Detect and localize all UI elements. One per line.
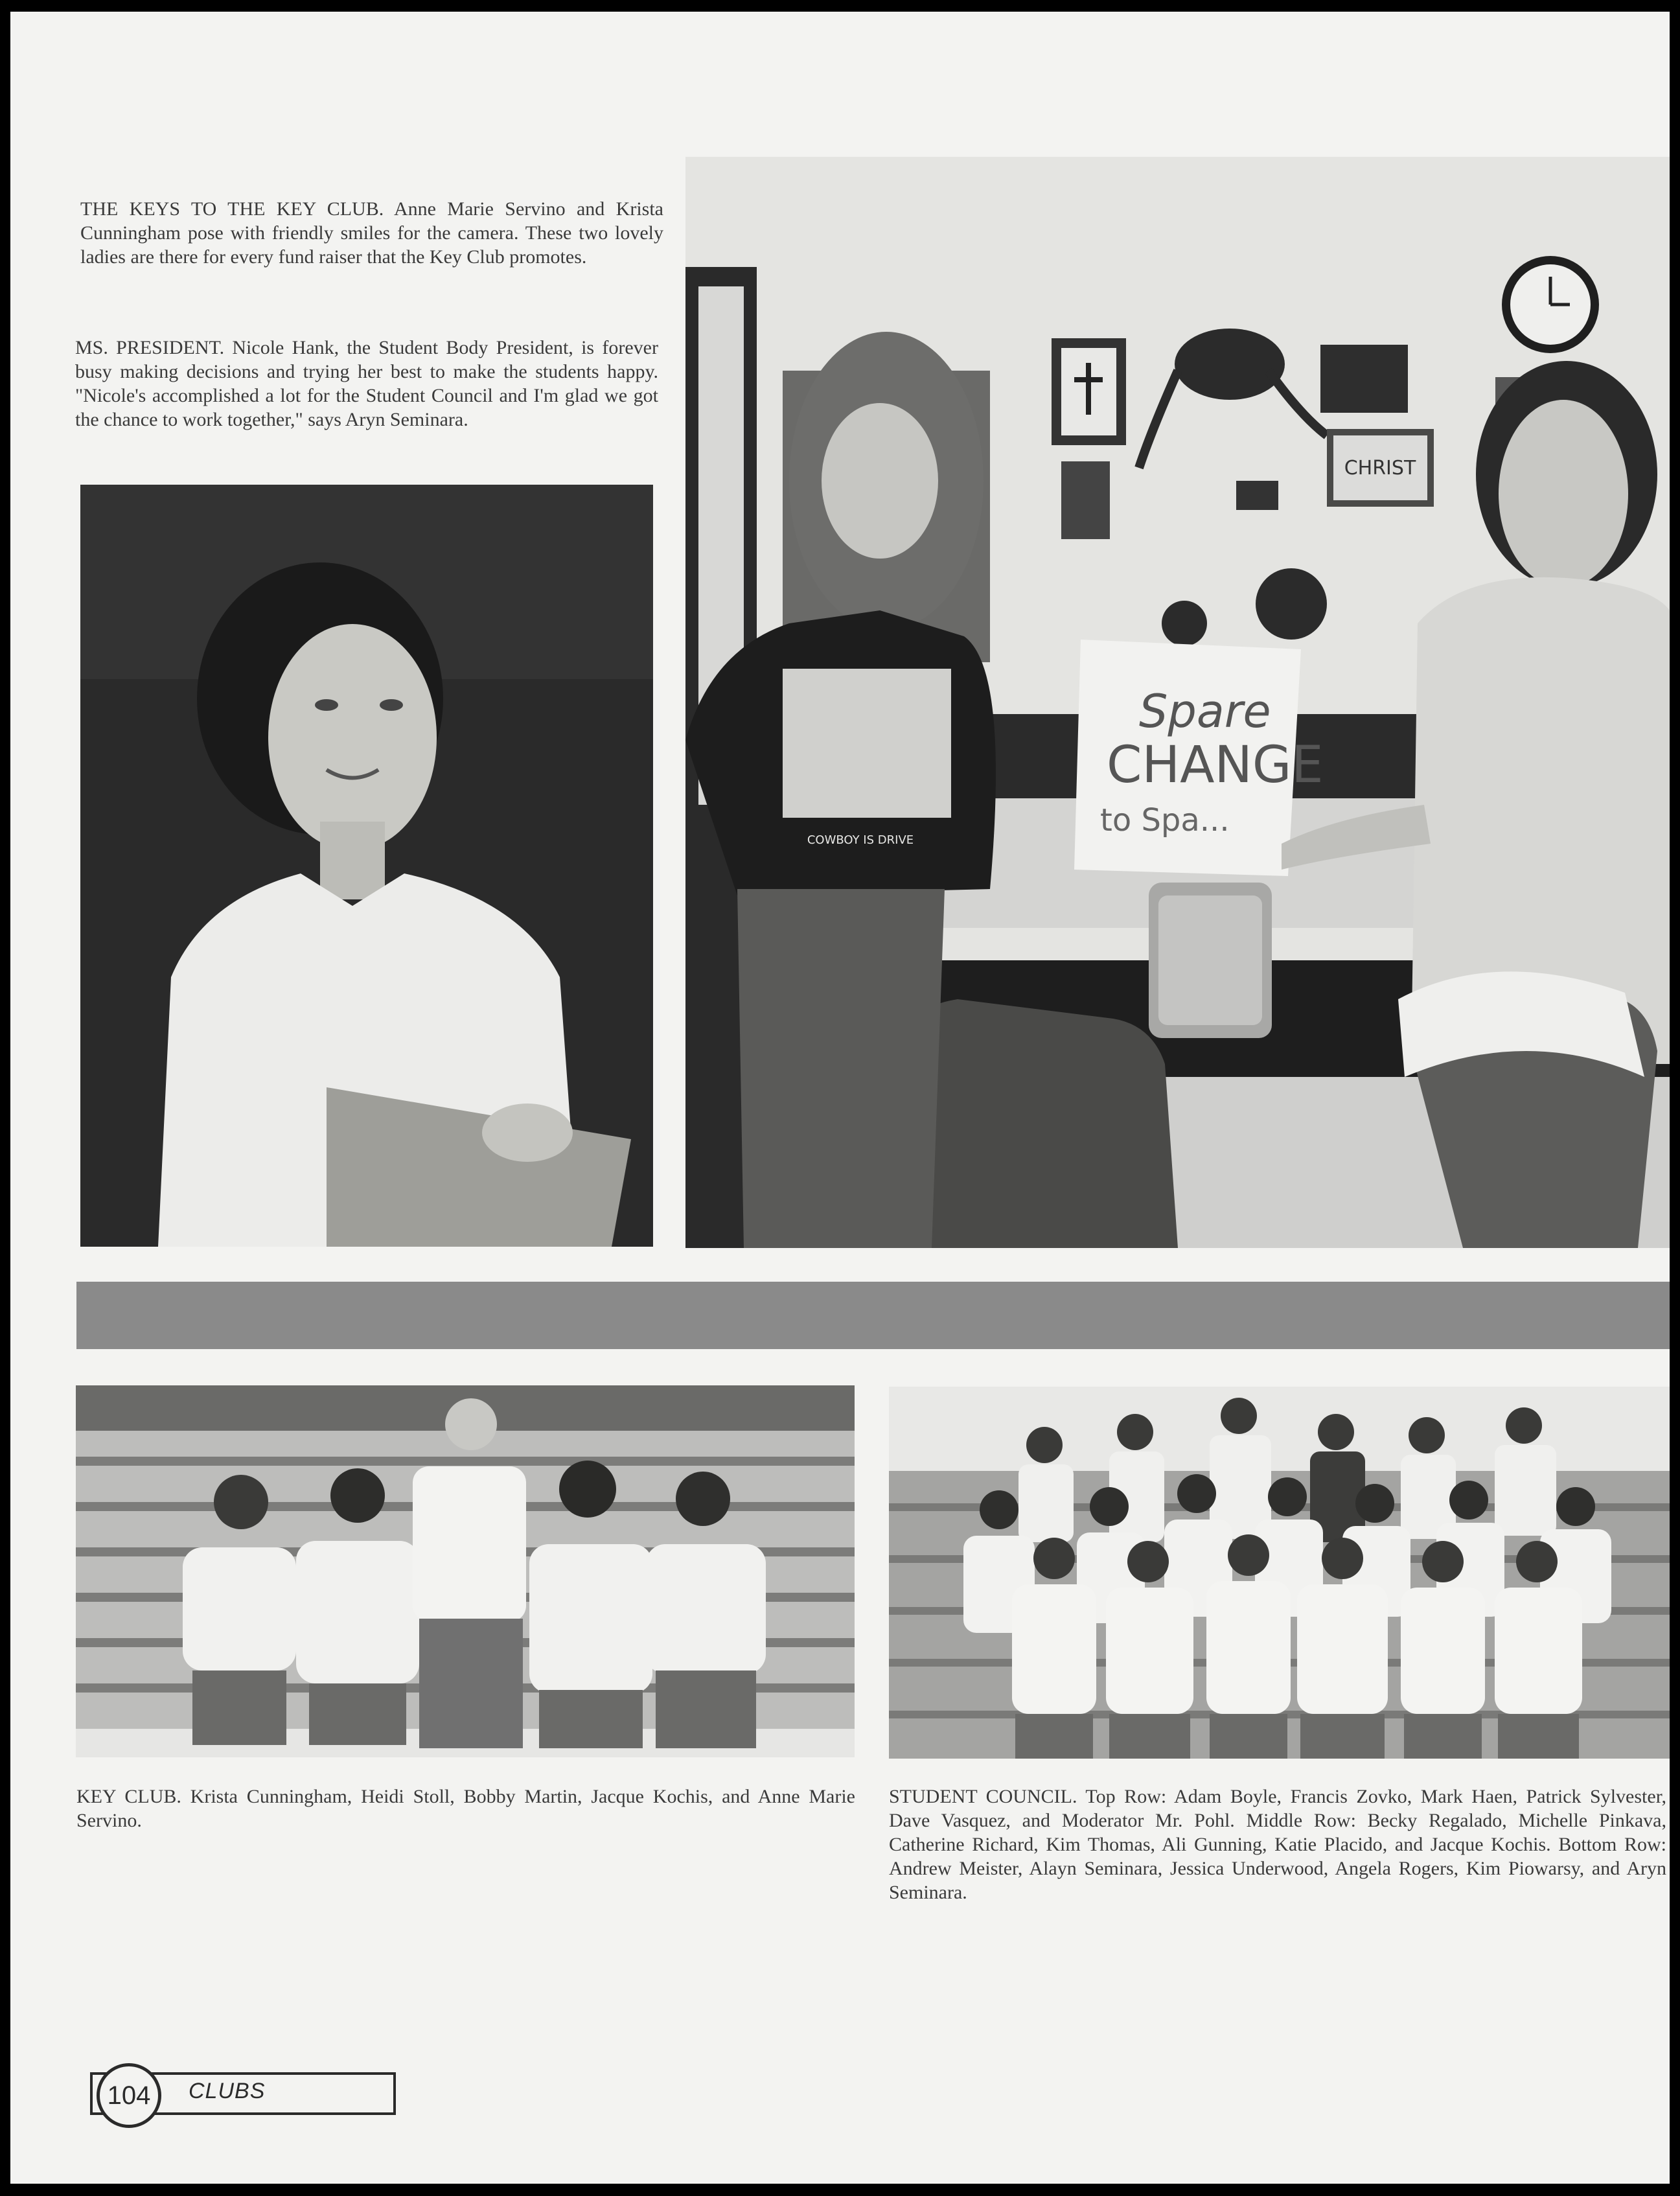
page-number: 104 bbox=[97, 2063, 161, 2128]
photo-spare-change-fundraiser bbox=[685, 157, 1670, 1248]
yearbook-page bbox=[10, 12, 1670, 2184]
photo-student-body-president bbox=[80, 485, 653, 1247]
photo-key-club-group bbox=[76, 1385, 855, 1757]
shirt-text: COWBOY IS DRIVE bbox=[807, 833, 914, 847]
page-folio bbox=[77, 2063, 401, 2115]
caption-ms-president: MS. PRESIDENT. Nicole Hank, the Student Body President, is forever busy making decisions and trying her best to make the students happy. "Nicole's accomplished a lot for the Student Council and I'm glad we got the chance to work together," says Aryn Seminara. bbox=[75, 337, 658, 430]
sign-line-spare: Spare bbox=[1139, 685, 1271, 738]
photo-student-council-group bbox=[889, 1387, 1670, 1759]
section-label: CLUBS bbox=[189, 2079, 266, 2103]
caption-key-club-promo: THE KEYS TO THE KEY CLUB. Anne Marie Servino and Krista Cunningham pose with friendly smiles for the camera. These two lovely ladies are there for every fund raiser that the Key Club promotes. bbox=[80, 198, 663, 268]
sign-line-to: to Spa... bbox=[1100, 802, 1230, 838]
gray-band-divider bbox=[76, 1282, 1670, 1349]
caption-key-club-group: KEY CLUB. Krista Cunningham, Heidi Stoll, Bobby Martin, Jacque Kochis, and Anne Marie Servino. bbox=[76, 1786, 855, 1831]
wall-plaque-text: CHRIST bbox=[1344, 457, 1416, 480]
sign-line-change: CHANGE bbox=[1107, 736, 1324, 794]
caption-student-council-group: STUDENT COUNCIL. Top Row: Adam Boyle, Francis Zovko, Mark Haen, Patrick Sylvester, Dave Vasquez, and Moderator Mr. Pohl. Middle Row: Becky Regalado, Michelle Pinkava, Catherine Richard, Kim Thomas, Ali Gunning, Katie Placido, and Jacque Kochis. Bottom Row: Andrew Meister, Alayn Seminara, Jessica Underwood, Angela Rogers, Kim Piowarsy, and Aryn Seminara. bbox=[889, 1786, 1666, 1903]
